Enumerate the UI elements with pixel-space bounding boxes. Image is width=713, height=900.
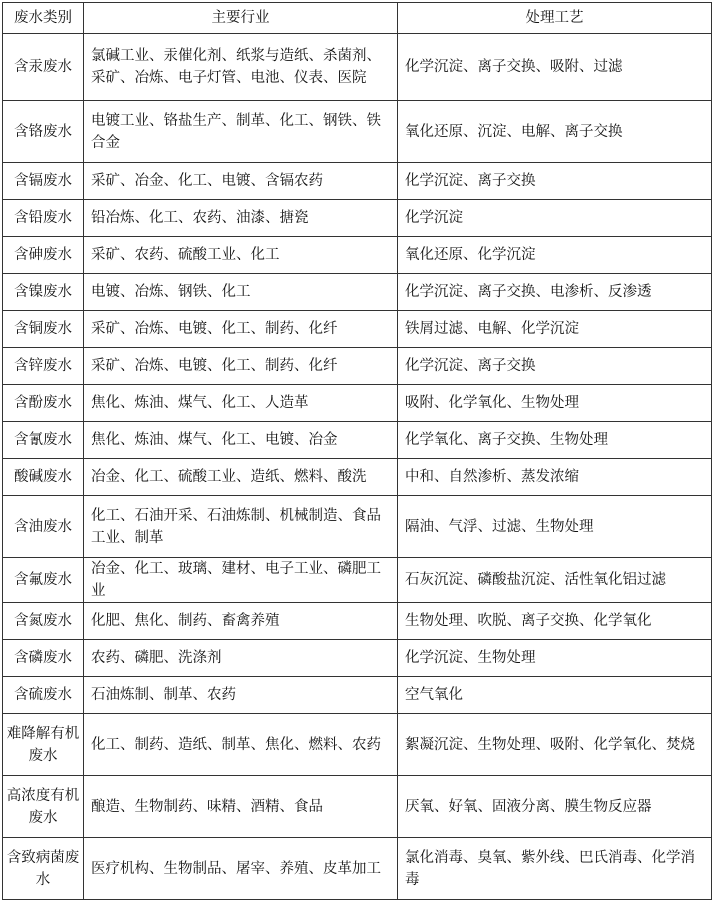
table-row: [3, 237, 712, 274]
category-cell: 含磷废水: [3, 640, 84, 677]
header-industries: 主要行业: [84, 3, 398, 34]
processes-cell: 氯化消毒、臭氧、紫外线、巴氏消毒、化学消毒: [398, 838, 712, 900]
industries-cell: 化工、制药、造纸、制革、焦化、燃料、农药: [84, 714, 398, 776]
processes-cell: 生物处理、吹脱、离子交换、化学氧化: [398, 603, 712, 640]
processes-cell: 氧化还原、化学沉淀: [398, 237, 712, 274]
processes-cell: 絮凝沉淀、生物处理、吸附、化学氧化、焚烧: [398, 714, 712, 776]
industries-cell: 采矿、冶金、化工、电镀、含镉农药: [84, 163, 398, 200]
industries-cell: 电镀工业、铬盐生产、制革、化工、钢铁、铁合金: [84, 101, 398, 163]
category-cell: 含汞废水: [3, 34, 84, 101]
processes-cell: 化学沉淀、离子交换: [398, 348, 712, 385]
table-body: [3, 34, 712, 900]
table-row: [3, 603, 712, 640]
category-cell: 含氟废水: [3, 558, 84, 603]
industries-cell: 冶金、化工、硫酸工业、造纸、燃料、酸洗: [84, 459, 398, 496]
processes-cell: 吸附、化学氧化、生物处理: [398, 385, 712, 422]
table-row: [3, 714, 712, 776]
header-row: [3, 3, 712, 34]
table-row: [3, 274, 712, 311]
industries-cell: 冶金、化工、玻璃、建材、电子工业、磷肥工业: [84, 558, 398, 603]
category-cell: 含氰废水: [3, 422, 84, 459]
industries-cell: 采矿、农药、硫酸工业、化工: [84, 237, 398, 274]
table-row: [3, 101, 712, 163]
category-cell: 含酚废水: [3, 385, 84, 422]
processes-cell: 化学沉淀、离子交换、吸附、过滤: [398, 34, 712, 101]
table-row: [3, 200, 712, 237]
processes-cell: 化学沉淀: [398, 200, 712, 237]
processes-cell: 铁屑过滤、电解、化学沉淀: [398, 311, 712, 348]
header-processes: 处理工艺: [398, 3, 712, 34]
industries-cell: 焦化、炼油、煤气、化工、电镀、冶金: [84, 422, 398, 459]
industries-cell: 氯碱工业、汞催化剂、纸浆与造纸、杀菌剂、采矿、冶炼、电子灯管、电池、仪表、医院: [84, 34, 398, 101]
table-row: [3, 422, 712, 459]
category-cell: 含镉废水: [3, 163, 84, 200]
table-row: [3, 311, 712, 348]
table-row: [3, 677, 712, 714]
category-cell: 含锌废水: [3, 348, 84, 385]
category-cell: 含铜废水: [3, 311, 84, 348]
industries-cell: 采矿、冶炼、电镀、化工、制药、化纤: [84, 348, 398, 385]
table-row: [3, 34, 712, 101]
category-cell: 难降解有机废水: [3, 714, 84, 776]
table-row: [3, 776, 712, 838]
category-cell: 酸碱废水: [3, 459, 84, 496]
processes-cell: 化学氧化、离子交换、生物处理: [398, 422, 712, 459]
processes-cell: 隔油、气浮、过滤、生物处理: [398, 496, 712, 558]
table-row: [3, 558, 712, 603]
industries-cell: 采矿、冶炼、电镀、化工、制药、化纤: [84, 311, 398, 348]
industries-cell: 电镀、冶炼、钢铁、化工: [84, 274, 398, 311]
table-row: [3, 496, 712, 558]
processes-cell: 石灰沉淀、磷酸盐沉淀、活性氧化铝过滤: [398, 558, 712, 603]
category-cell: 含铅废水: [3, 200, 84, 237]
processes-cell: 化学沉淀、离子交换、电渗析、反渗透: [398, 274, 712, 311]
industries-cell: 焦化、炼油、煤气、化工、人造革: [84, 385, 398, 422]
category-cell: 含硫废水: [3, 677, 84, 714]
category-cell: 高浓度有机废水: [3, 776, 84, 838]
table-row: [3, 385, 712, 422]
table-row: [3, 838, 712, 900]
industries-cell: 医疗机构、生物制品、屠宰、养殖、皮革加工: [84, 838, 398, 900]
processes-cell: 化学沉淀、生物处理: [398, 640, 712, 677]
industries-cell: 石油炼制、制革、农药: [84, 677, 398, 714]
industries-cell: 农药、磷肥、洗涤剂: [84, 640, 398, 677]
industries-cell: 酿造、生物制药、味精、酒精、食品: [84, 776, 398, 838]
category-cell: 含铬废水: [3, 101, 84, 163]
industries-cell: 化肥、焦化、制药、畜禽养殖: [84, 603, 398, 640]
table-row: [3, 640, 712, 677]
industries-cell: 铅冶炼、化工、农药、油漆、搪瓷: [84, 200, 398, 237]
processes-cell: 厌氧、好氧、固液分离、膜生物反应器: [398, 776, 712, 838]
processes-cell: 空气氧化: [398, 677, 712, 714]
table-row: [3, 163, 712, 200]
category-cell: 含致病菌废水: [3, 838, 84, 900]
processes-cell: 化学沉淀、离子交换: [398, 163, 712, 200]
category-cell: 含油废水: [3, 496, 84, 558]
category-cell: 含氮废水: [3, 603, 84, 640]
table-row: [3, 459, 712, 496]
processes-cell: 氧化还原、沉淀、电解、离子交换: [398, 101, 712, 163]
category-cell: 含镍废水: [3, 274, 84, 311]
industries-cell: 化工、石油开采、石油炼制、机械制造、食品工业、制革: [84, 496, 398, 558]
processes-cell: 中和、自然渗析、蒸发浓缩: [398, 459, 712, 496]
category-cell: 含砷废水: [3, 237, 84, 274]
wastewater-table: [2, 2, 712, 900]
table-row: [3, 348, 712, 385]
header-category: 废水类别: [3, 3, 84, 34]
